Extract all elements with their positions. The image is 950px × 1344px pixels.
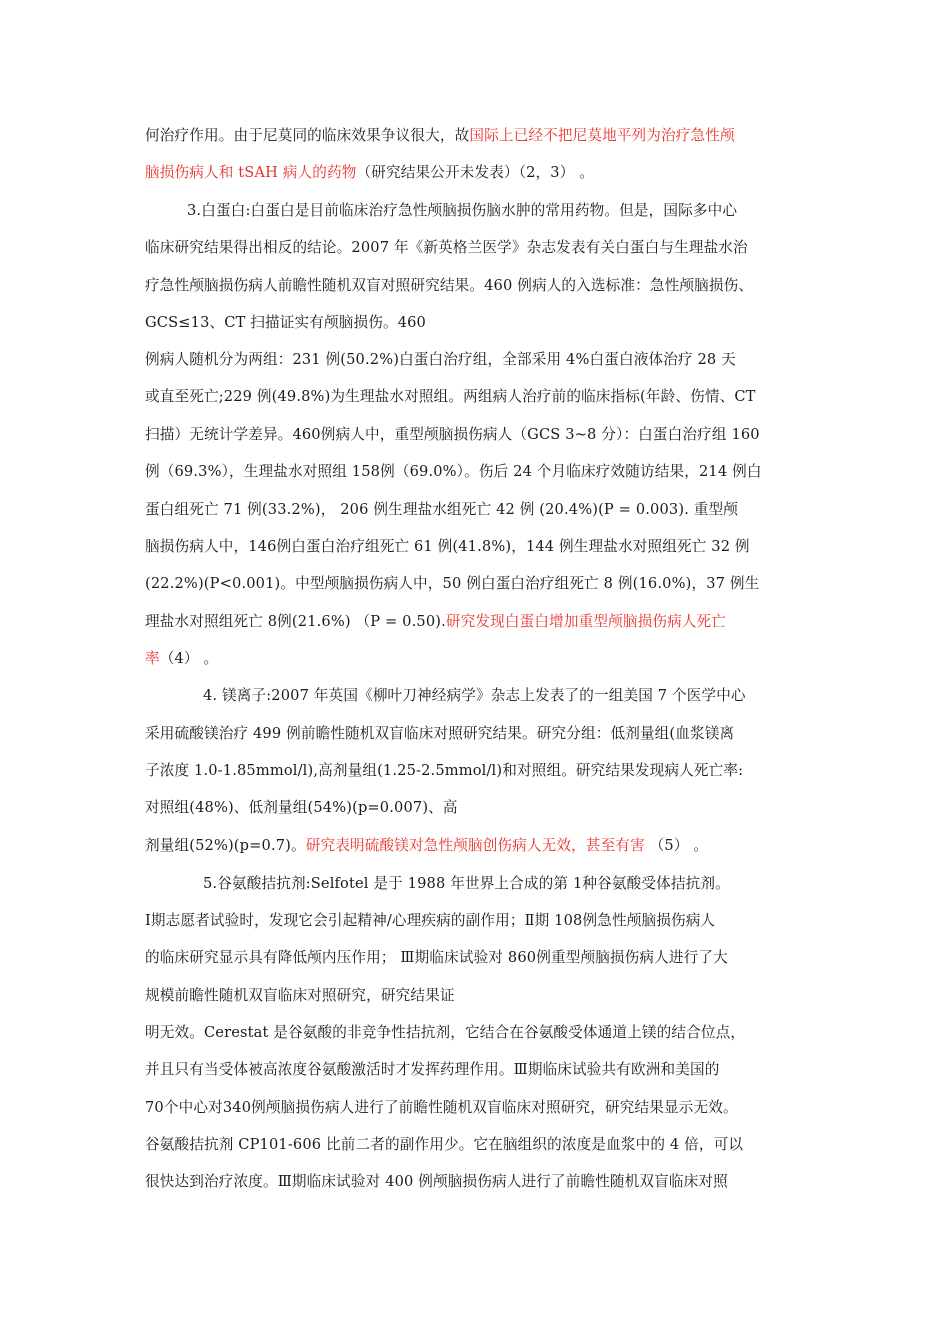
text-line xyxy=(203,684,746,708)
text-line xyxy=(145,1058,720,1082)
text-line xyxy=(145,1133,743,1157)
text-line xyxy=(145,834,708,858)
text-segment: 或直至死亡;229 例(49.8%)为生理盐水对照组。两组病人治疗前的临床指标(年龄、伤情、CT xyxy=(145,388,756,405)
text-line xyxy=(145,984,455,1008)
text-line xyxy=(145,909,715,933)
text-segment: （研究结果公开未发表）（2，3） 。 xyxy=(356,164,595,181)
text-segment: 临床研究结果得出相反的结论。2007 年《新英格兰医学》杂志发表有关白蛋白与生理盐水治 xyxy=(145,239,748,256)
text-segment: 4. 镁离子:2007 年英国《柳叶刀神经病学》杂志上发表了的一组美国 7 个医学中心 xyxy=(203,687,746,704)
highlighted-conclusion: 研究发现白蛋白增加重型颅脑损伤病人死亡 xyxy=(445,613,727,630)
highlighted-conclusion: 脑损伤病人和 tSAH 病人的药物 xyxy=(145,164,357,181)
text-line xyxy=(145,722,734,746)
text-segment: 何治疗作用。由于尼莫同的临床效果争议很大，故 xyxy=(145,127,470,144)
text-segment: 5.谷氨酸拮抗剂:Selfotel 是于 1988 年世界上合成的第 1种谷氨酸受体拮抗剂。 xyxy=(203,875,730,892)
text-line xyxy=(145,498,738,522)
text-line xyxy=(145,572,759,596)
text-segment: 例（69.3%），生理盐水对照组 158例（69.0%）。伤后 24 个月临床疗效随访结果，214 例白 xyxy=(145,463,762,480)
text-line xyxy=(145,647,218,671)
text-line xyxy=(145,1096,738,1120)
text-segment: 脑损伤病人中，146例白蛋白治疗组死亡 61 例(41.8%)，144 例生理盐水对照组死亡 32 例 xyxy=(145,538,750,555)
text-segment: GCS≤13、CT 扫描证实有颅脑损伤。460 xyxy=(145,314,426,331)
text-line xyxy=(145,535,750,559)
text-line xyxy=(145,385,756,409)
highlighted-conclusion: 国际上已经不把尼莫地平列为治疗急性颅 xyxy=(469,127,735,144)
text-segment: Ⅰ期志愿者试验时，发现它会引起精神/心理疾病的副作用；Ⅱ期 108例急性颅脑损伤病人 xyxy=(145,912,716,929)
text-segment: （4） 。 xyxy=(159,650,219,667)
text-line xyxy=(145,460,762,484)
text-line xyxy=(145,236,748,260)
text-segment: 例病人随机分为两组：231 例(50.2%)白蛋白治疗组，全部采用 4%白蛋白液体治疗 28 天 xyxy=(145,351,736,368)
text-segment: 剂量组(52%)(p=0.7)。 xyxy=(145,837,306,854)
text-line xyxy=(145,1021,745,1045)
text-segment: 很快达到治疗浓度。Ⅲ期临床试验对 400 例颅脑损伤病人进行了前瞻性随机双盲临床对照 xyxy=(145,1173,728,1190)
text-segment: 扫描）无统计学差异。460例病人中，重型颅脑损伤病人（GCS 3~8 分）：白蛋白治疗组 160 xyxy=(145,426,760,443)
text-segment: 理盐水对照组死亡 8例(21.6%) （P = 0.50). xyxy=(145,613,446,630)
highlighted-conclusion: 研究表明硫酸镁对急性颅脑创伤病人无效，甚至有害 xyxy=(305,837,645,854)
text-segment: 规模前瞻性随机双盲临床对照研究，研究结果证 xyxy=(145,987,455,1004)
text-line xyxy=(145,423,760,447)
text-segment: 谷氨酸拮抗剂 CP101-606 比前二者的副作用少。它在脑组织的浓度是血浆中的 4 倍，可以 xyxy=(145,1136,744,1153)
text-line xyxy=(145,946,728,970)
text-line xyxy=(187,199,737,223)
text-segment: 70个中心对340例颅脑损伤病人进行了前瞻性随机双盲临床对照研究，研究结果显示无效。 xyxy=(145,1099,738,1116)
text-line xyxy=(145,1170,728,1194)
text-line xyxy=(203,872,730,896)
text-segment: 的临床研究显示具有降低颅内压作用； Ⅲ期临床试验对 860例重型颅脑损伤病人进行了大 xyxy=(145,949,728,966)
text-segment: （5） 。 xyxy=(644,837,709,854)
text-line xyxy=(145,348,736,372)
text-segment: 明无效。Cerestat 是谷氨酸的非竞争性拮抗剂，它结合在谷氨酸受体通道上镁的结合位点， xyxy=(145,1024,746,1041)
text-line xyxy=(145,124,735,148)
text-line xyxy=(145,161,594,185)
text-segment: 子浓度 1.0-1.85mmol/l),高剂量组(1.25-2.5mmol/l)和对照组。研究结果发现病人死亡率: xyxy=(145,762,744,779)
text-segment: 3.白蛋白:白蛋白是目前临床治疗急性颅脑损伤脑水肿的常用药物。但是，国际多中心 xyxy=(187,202,738,219)
text-line xyxy=(145,610,726,634)
text-line xyxy=(145,796,458,820)
text-line xyxy=(145,759,743,783)
text-segment: (22.2%)(P<0.001)。中型颅脑损伤病人中，50 例白蛋白治疗组死亡 8 例(16.0%)，37 例生 xyxy=(145,575,760,592)
highlighted-conclusion: 率 xyxy=(145,650,160,667)
text-segment: 蛋白组死亡 71 例(33.2%)， 206 例生理盐水组死亡 42 例 (20.4%)(P = 0.003). 重型颅 xyxy=(145,501,739,518)
text-segment: 并且只有当受体被高浓度谷氨酸激活时才发挥药理作用。Ⅲ期临床试验共有欧洲和美国的 xyxy=(145,1061,720,1078)
text-line xyxy=(145,311,426,335)
text-line xyxy=(145,274,753,298)
text-segment: 对照组(48%)、低剂量组(54%)(p=0.007)、高 xyxy=(145,799,458,816)
text-segment: 采用硫酸镁治疗 499 例前瞻性随机双盲临床对照研究结果。研究分组：低剂量组(血浆镁离 xyxy=(145,725,735,742)
text-segment: 疗急性颅脑损伤病人前瞻性随机双盲对照研究结果。460 例病人的入选标准：急性颅脑损伤、 xyxy=(145,277,754,294)
